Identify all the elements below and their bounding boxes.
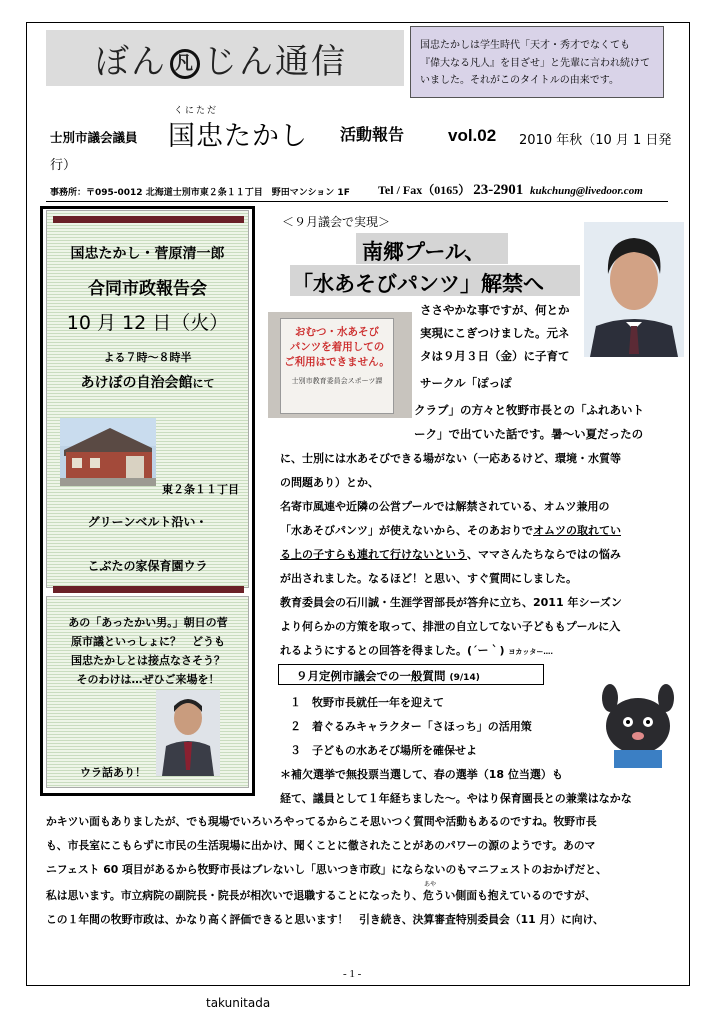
article-line-20: ニフェスト 60 項目があるから牧野市長はブレないし「思いつき市政」にならないのもマニフェストのおかげだと、 bbox=[46, 863, 607, 876]
email-address: kukchung@livedoor.com bbox=[530, 185, 643, 197]
office-address: 事務所：〒095-0012 北海道士別市東２条１１丁目 野田マンション 1F bbox=[50, 188, 350, 198]
article-line-18: かキツい面もありましたが、でも現場でいろいろやってるからこそ思いつく質問や活動もあるのですね。牧野市長 bbox=[46, 815, 597, 828]
volume-number: vol.02 bbox=[448, 126, 497, 145]
article-line-17: 経て、議員として１年経ちました～。やはり保育園長との兼業はなかな bbox=[280, 792, 632, 805]
event-time: よる７時～８時半 bbox=[103, 351, 192, 364]
event-date: 10 月 12 日（火） bbox=[66, 312, 229, 334]
article-line-8: の問題あり）とか、 bbox=[280, 476, 379, 489]
pool-sign-photo bbox=[268, 312, 412, 418]
article-line-5: クラブ」の方々と牧野市長との「ふれあいト bbox=[414, 403, 644, 417]
article-line-4: サークル「ぽっぽ bbox=[420, 376, 512, 390]
header-rule bbox=[46, 201, 668, 202]
article-line-13: 教育委員会の石川誠・生涯学習部長が答弁に立ち、2011 年シーズン bbox=[280, 596, 622, 609]
maroon-bar-top bbox=[53, 216, 244, 223]
event-speakers: 国忠たかし・菅原清一郎 bbox=[70, 246, 225, 262]
sugawara-photo-svg bbox=[156, 690, 220, 776]
sahocchi-mascot-svg bbox=[592, 678, 684, 768]
hall-photo-svg bbox=[60, 418, 156, 486]
author-photo bbox=[584, 222, 684, 357]
article-line-10: 「水あそびパンツ」が使えないから、そのあおりでオムツの取れてい bbox=[280, 524, 621, 537]
article-line-15: れるようにするとの回答を得ました。(´ー｀) ヨカッター…. bbox=[280, 644, 553, 657]
headline-1: 南郷プール、 bbox=[362, 240, 486, 264]
article-line-19: も、市長室にこもらずに市民の生活現場に出かけ、聞くことに徹されたことがあのパワーの源のようです。あのマ bbox=[46, 839, 596, 852]
ura-label: ウラ話あり！ bbox=[80, 766, 146, 779]
activity-report-label: 活動報告 bbox=[340, 125, 405, 144]
article-line-11: る上の子すらも連れて行けないという、ママさんたちならではの悩み bbox=[280, 548, 621, 561]
article-line-1: ささやかな事ですが、何とか bbox=[420, 303, 570, 317]
venue-address: 東２条１１丁目 bbox=[162, 483, 239, 496]
issue-date-cont: 行） bbox=[50, 158, 77, 173]
newsletter-title: ぼん 凡 じん通信 bbox=[95, 42, 347, 82]
venue-landmark-1: グリーンベルト沿い・ bbox=[87, 515, 208, 529]
article-line-3: タは９月３日（金）に子育て bbox=[420, 349, 570, 363]
article-line-21: 私は思います。市立病院の副院長・院長が相次いで退職することになったり、 あや 危うい側面も抱えているのですが、 bbox=[46, 881, 596, 902]
venue-landmark-2: こぶたの家保育園ウラ bbox=[87, 559, 208, 573]
question-3: ３ 子どもの水あそび場所を確保せよ bbox=[290, 744, 477, 757]
aya-ruby: あや bbox=[424, 881, 437, 888]
sub-heading: ９月定例市議会での一般質問 (9/14) bbox=[296, 669, 480, 683]
footer-name: takunitada bbox=[206, 996, 271, 1010]
maroon-bar-mid bbox=[53, 586, 244, 593]
author-photo-svg bbox=[584, 222, 684, 357]
article-tag: ＜９月議会で実現＞ bbox=[282, 215, 391, 229]
qa-text: あの「あったかい男。」朝日の菅 原市議といっしょに？ どうも 国忠たかしとは接点なさそう？ そのわけは…ぜひご来場を！ bbox=[68, 616, 228, 686]
bon-circle-logo: 凡 bbox=[170, 49, 200, 79]
author-name: 国忠たかし bbox=[168, 121, 308, 152]
name-ruby: くにただ bbox=[174, 106, 219, 116]
hall-photo bbox=[60, 418, 156, 486]
sahocchi-mascot-photo bbox=[592, 678, 684, 768]
article-line-14: より何らかの方策を取って、排泄の自立してない子どももプールに入 bbox=[280, 620, 621, 633]
pool-sign: おむつ・水あそび パンツを着用しての ご利用はできません。 士別市教育委員会スポーツ課 bbox=[280, 318, 394, 414]
article-line-12: が出されました。なるほど！と思い、すぐ質問にしました。 bbox=[280, 572, 577, 585]
article-line-6: ーク」で出ていた話です。暑～い夏だったの bbox=[414, 427, 644, 441]
article-line-7: に、士別には水あそびできる場がない（一応あるけど、環境・水質等 bbox=[280, 452, 621, 465]
tel-fax: Tel / Fax（0165） 23-2901 bbox=[378, 182, 524, 198]
member-title: 士別市議会議員 bbox=[50, 130, 138, 145]
question-2: ２ 着ぐるみキャラクター「さほっち」の活用策 bbox=[290, 720, 532, 733]
headline-2: 「水あそびパンツ」解禁へ bbox=[292, 272, 544, 296]
article-line-16: ＊補欠選挙で無投票当選して、春の選挙（18 位当選）も bbox=[280, 768, 563, 781]
page-number: - 1 - bbox=[343, 968, 362, 980]
question-1: １ 牧野市長就任一年を迎えて bbox=[290, 696, 444, 709]
sugawara-photo bbox=[156, 690, 220, 776]
event-box bbox=[46, 210, 249, 588]
article-line-2: 実現にこぎつけました。元ネ bbox=[420, 326, 570, 340]
article-line-9: 名寄市風連や近隣の公営プールでは解禁されている、オムツ兼用の bbox=[280, 500, 610, 513]
event-venue: あけぼの自治会館にて bbox=[80, 375, 215, 391]
issue-date: 2010 年秋（10 月 1 日発 bbox=[519, 133, 672, 148]
event-title: 合同市政報告会 bbox=[88, 279, 207, 299]
article-line-22: この１年間の牧野市政は、かなり高く評価できると思います！ 引き続き、決算審査特別委員会（11 月）に向け、 bbox=[46, 913, 604, 926]
title-origin-note: 国忠たかしは学生時代「天才・秀才でなくても 『偉大なる凡人』を目ざせ」と先輩に言われ続けて いました。それがこのタイトルの由来です。 bbox=[410, 26, 664, 98]
